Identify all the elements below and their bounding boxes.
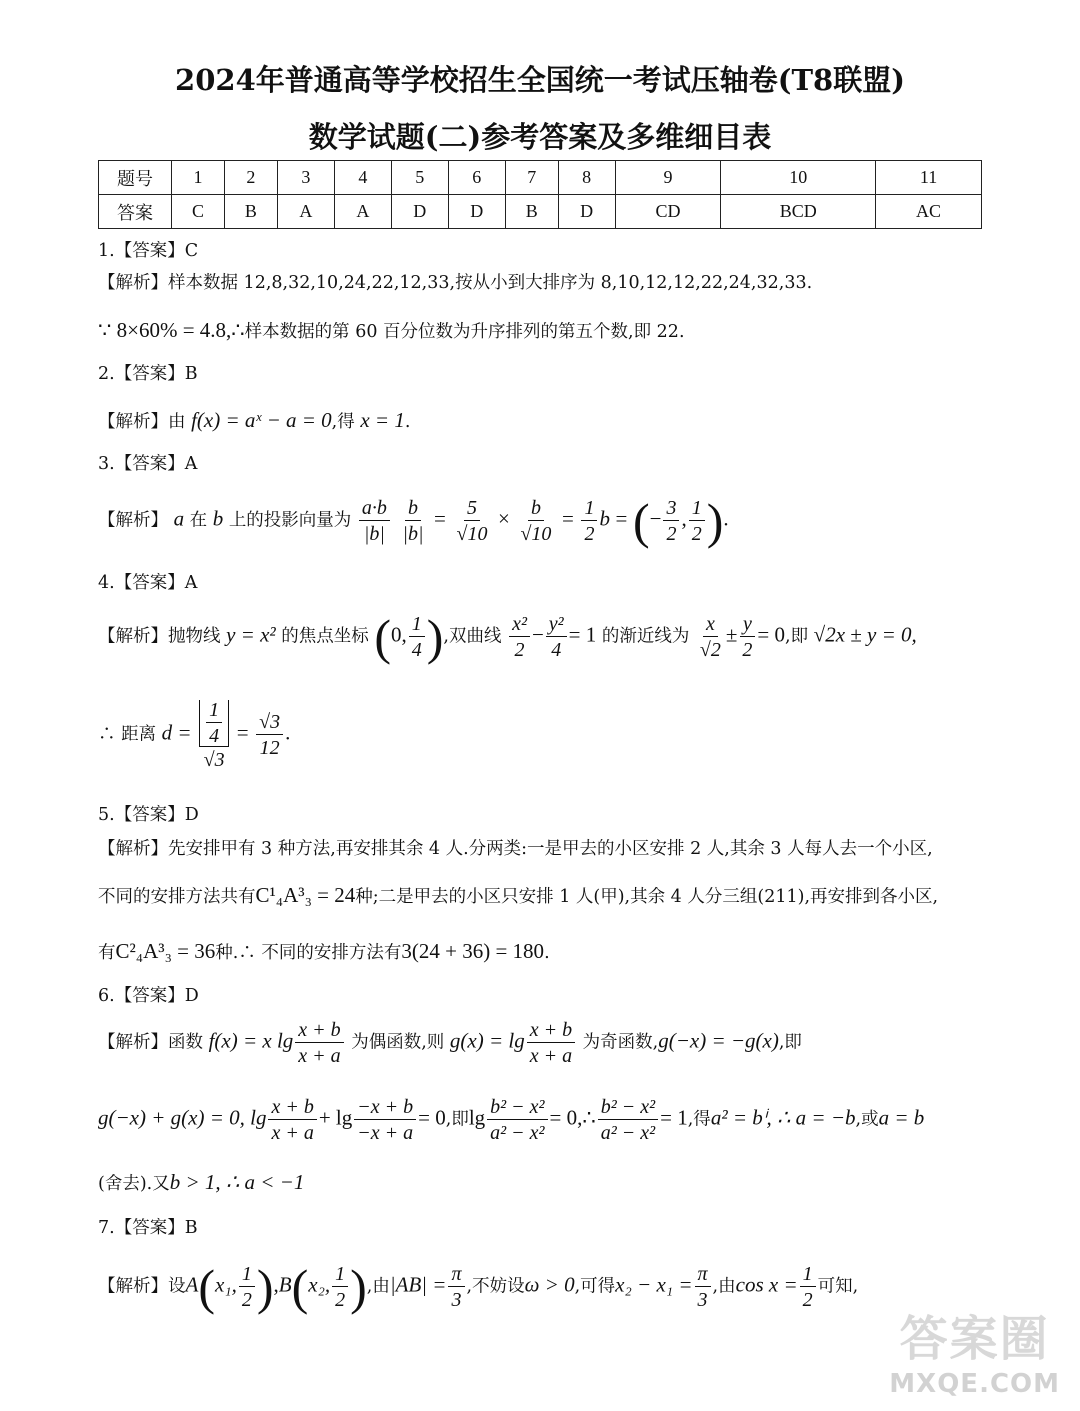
table-cell-number: 10 xyxy=(721,161,876,195)
q4-text3: 的渐近线为 xyxy=(601,626,690,647)
fraction: $\frac{b}{|b|}$ xyxy=(402,497,424,545)
q4-d: d = xyxy=(161,720,192,745)
q7-math4: cos x = xyxy=(735,1272,798,1297)
q6-math8: a = b xyxy=(878,1105,925,1130)
table-cell-answer: AC xyxy=(876,195,982,229)
q4-text2: ,双曲线 xyxy=(443,626,502,647)
q6-math4: g(−x) + g(x) = 0, lg xyxy=(98,1105,267,1130)
q6-text: 为偶函数,则 xyxy=(351,1032,445,1053)
fraction: $\frac{1}{2}$ xyxy=(332,1264,348,1310)
q7-math3: x₂ − x₁ = xyxy=(615,1272,693,1297)
q3-var-b: b xyxy=(212,506,224,531)
q7-text5: 可知, xyxy=(817,1276,859,1297)
q2-mid: ,得 xyxy=(331,412,355,432)
table-cell-answer: C xyxy=(172,195,225,229)
fraction: $\frac{5}{√10}$ xyxy=(456,497,488,545)
q2-math2: x = 1 xyxy=(360,408,405,432)
fraction: $\frac{b}{√10}$ xyxy=(520,497,552,545)
q7-math: |AB| = xyxy=(389,1272,447,1297)
watermark-top: 答案圈 xyxy=(899,1311,1050,1367)
q7-text2: ,不妨设 xyxy=(466,1276,525,1297)
q7-point-b: B xyxy=(278,1272,292,1297)
q5-math2: C²₄A³₃ = 36 xyxy=(115,939,216,963)
table-cell-number: 1 xyxy=(172,161,225,195)
fraction: $\frac{\pi}{3}$ xyxy=(448,1264,464,1310)
table-cell-number: 7 xyxy=(505,161,558,195)
q2-prefix: 【解析】由 xyxy=(98,412,186,432)
q6-math: f(x) = x lg xyxy=(208,1028,294,1053)
fraction: $\frac{\frac{1}{4}}{√3}$ xyxy=(199,700,229,770)
fraction: $\frac{y}{2}$ xyxy=(739,614,755,660)
fraction: $\frac{x + b}{x + a}$ xyxy=(268,1097,316,1143)
q5-line2 xyxy=(98,885,938,907)
q7-prefix: 【解析】设 xyxy=(98,1276,186,1297)
q6-text5: ,得 xyxy=(687,1109,711,1130)
q4-distance: ∴ 距离 d = $\frac{\frac{1}{4}}{√3}$ = $\frac{√3}{12}$ . xyxy=(98,699,291,771)
q4-math: y = x² xyxy=(226,622,276,647)
q1-explanation-2 xyxy=(98,320,685,342)
q6-math6: = 1 xyxy=(660,1105,688,1130)
q4-text: 的焦点坐标 xyxy=(281,626,369,647)
q6-math7: a² = bⁱ, ∴ a = −b xyxy=(710,1105,856,1130)
q6-math3: g(−x) = −g(x) xyxy=(658,1028,779,1053)
answer-table xyxy=(98,160,982,229)
fraction: $\frac{\text{y²}}{4}$ xyxy=(546,614,567,660)
q7-math2: ω > 0 xyxy=(524,1272,575,1297)
q6-text6: ,或 xyxy=(855,1109,879,1130)
q3-prefix: 【解析】 xyxy=(98,510,168,531)
q7-text4: ,由 xyxy=(712,1276,736,1297)
table-cell-answer: B xyxy=(505,195,558,229)
fraction: $\frac{-x + b}{-x + a}$ xyxy=(354,1097,416,1143)
q3-answer: 3.【答案】A xyxy=(98,454,198,474)
q7-line1: 【解析】设A(x₁, $\frac{1}{2}$ ),B(x₂, $\frac{1}{2}$ ),由|AB| = $\frac{\pi}{3}$ ,不妨设ω > 0,可得x₂ − x₁ = $\frac{\pi}{3}$ ,由cos x = $\frac{1}{2}$ 可知, xyxy=(98,1259,859,1315)
q6-math9: b > 1, ∴ a < −1 xyxy=(169,1170,305,1194)
table-cell-number: 4 xyxy=(334,161,391,195)
q5-text2: 种;二是甲去的小区只安排 1 人(甲),其余 4 人分三组(211),再安排到各小区, xyxy=(355,887,939,907)
table-cell-answer: A xyxy=(334,195,391,229)
q7-answer: 7.【答案】B xyxy=(98,1218,198,1238)
table-header-cell: 题号 xyxy=(99,161,172,195)
q6-text4: ,即 xyxy=(445,1109,469,1130)
q4-math4: √2x ± y = 0, xyxy=(813,622,917,647)
table-cell-answer: B xyxy=(224,195,277,229)
fraction: $\frac{1}{2}$ xyxy=(239,1264,255,1310)
fraction: $\frac{\text{b² − x²}}{\text{a² − x²}}$ xyxy=(598,1097,658,1143)
q6-answer: 6.【答案】D xyxy=(98,986,199,1006)
q3-text2: 上的投影向量为 xyxy=(228,510,352,531)
fraction: $\frac{x + b}{x + a}$ xyxy=(527,1020,575,1066)
fraction: $\frac{x}{√2}$ xyxy=(699,613,721,661)
q7-text: ,由 xyxy=(366,1276,390,1297)
fraction: $\frac{1}{2}$ xyxy=(800,1264,816,1310)
q2-end: . xyxy=(404,412,411,432)
table-cell-number: 8 xyxy=(558,161,615,195)
table-row-answers xyxy=(99,195,982,229)
fraction: $\frac{x + b}{x + a}$ xyxy=(295,1020,343,1066)
q1-text: 样本数据的第 60 百分位数为升序排列的第五个数,即 22. xyxy=(244,322,685,342)
q2-explanation xyxy=(98,410,410,432)
q4-prefix: 【解析】抛物线 xyxy=(98,626,221,647)
fraction: $\frac{√3}{12}$ xyxy=(256,712,283,758)
q5-answer: 5.【答案】D xyxy=(98,805,199,825)
fraction: $\frac{\text{x²}}{2}$ xyxy=(509,614,530,660)
table-cell-number: 5 xyxy=(391,161,448,195)
table-cell-number: 2 xyxy=(224,161,277,195)
table-cell-number: 9 xyxy=(615,161,721,195)
q1-math: ∵ 8×60% = 4.8,∴ xyxy=(98,318,245,342)
q4-dist-label: ∴ 距离 xyxy=(98,724,157,745)
q5-line1: 【解析】先安排甲有 3 种方法,再安排其余 4 人.分两类:一是甲去的小区安排 2 人,其余 3 人每人去一个小区, xyxy=(98,839,933,859)
q6-line3 xyxy=(98,1172,304,1194)
q5-end: . xyxy=(544,943,550,963)
q6-math5: = 0,∴ xyxy=(549,1105,596,1130)
table-cell-number: 11 xyxy=(876,161,982,195)
table-cell-answer: D xyxy=(391,195,448,229)
q5-text3: 有 xyxy=(98,943,116,963)
q6-text2: 为奇函数, xyxy=(582,1032,659,1053)
q7-text3: ,可得 xyxy=(574,1276,616,1297)
table-cell-answer: A xyxy=(277,195,334,229)
fraction: $\frac{\pi}{3}$ xyxy=(695,1264,711,1310)
q3-explanation: 【解析】 a 在 b 上的投影向量为 $\frac{a\cdot b}{|b|}$ $\frac{b}{|b|}$ = $\frac{5}{√10}$ × $\frac{b}{√10}$ = $\frac{1}{2}$ b = (− $\frac{3}{2}$ , $\frac{1}{2}$ ). xyxy=(98,493,729,549)
q5-math: C¹₄A³₃ = 24 xyxy=(255,883,356,907)
q1-answer: 1.【答案】C xyxy=(98,241,199,261)
table-header-cell: 答案 xyxy=(99,195,172,229)
fraction: $\frac{\text{b² − x²}}{\text{a² − x²}}$ xyxy=(487,1097,547,1143)
fraction: $\frac{a\cdot b}{|b|}$ xyxy=(359,498,390,544)
q3-text: 在 xyxy=(189,510,208,531)
fraction: $\frac{1}{2}$ xyxy=(581,498,597,544)
fraction: $\frac{1}{2}$ xyxy=(689,498,705,544)
table-cell-answer: BCD xyxy=(721,195,876,229)
q6-line2: g(−x) + g(x) = 0, lg $\frac{x + b}{x + a}$ + lg $\frac{-x + b}{-x + a}$ = 0,即lg $\frac{\text{b² − x²}}{\text{a² − x²}}$ = 0,∴ $\frac{\text{b² − x²}}{\text{a² − x²}}$ = 1,得a² = bⁱ, ∴ a = −b,或a = b xyxy=(98,1096,925,1144)
q5-math3: 3(24 + 36) = 180 xyxy=(401,939,545,963)
watermark-logo xyxy=(889,1300,1060,1399)
table-cell-answer: D xyxy=(448,195,505,229)
fraction: $\frac{3}{2}$ xyxy=(663,498,679,544)
q6-math2: g(x) = lg xyxy=(449,1028,525,1053)
page-title: 2024年普通高等学校招生全国统一考试压轴卷(T8联盟) xyxy=(175,63,905,97)
q4-text4: ,即 xyxy=(785,626,809,647)
q7-point-a: A xyxy=(185,1272,199,1297)
table-cell-number: 3 xyxy=(277,161,334,195)
q3-var-a: a xyxy=(173,506,185,531)
q6-text7: (舍去).又 xyxy=(98,1174,170,1194)
fraction: $\frac{1}{4}$ xyxy=(409,614,425,660)
q5-line3 xyxy=(98,941,550,963)
q6-line1 xyxy=(98,1020,802,1066)
q2-answer: 2.【答案】B xyxy=(98,364,198,384)
table-row-numbers xyxy=(99,161,982,195)
q5-text: 不同的安排方法共有 xyxy=(98,887,256,907)
q6-prefix: 【解析】函数 xyxy=(98,1032,203,1053)
q4-answer: 4.【答案】A xyxy=(98,573,198,593)
q2-math: f(x) = aˣ − a = 0 xyxy=(191,408,332,432)
q4-explanation: 【解析】抛物线 y = x² 的焦点坐标 (0, $\frac{1}{4}$ ),双曲线 $\frac{\text{x²}}{2}$ − $\frac{\text{y²}}{4}$ = 1 的渐近线为 $\frac{x}{√2}$ ± $\frac{y}{2}$ = 0,即 √2x ± y = 0, xyxy=(98,609,917,665)
q1-explanation: 【解析】样本数据 12,8,32,10,24,22,12,33,按从小到大排序为 8,10,12,12,22,24,32,33. xyxy=(98,273,813,293)
table-cell-answer: D xyxy=(558,195,615,229)
q5-text4: 种.∴ 不同的安排方法有 xyxy=(215,943,402,963)
table-cell-answer: CD xyxy=(615,195,721,229)
watermark-bottom: MXQE.COM xyxy=(889,1369,1060,1399)
q6-text3: ,即 xyxy=(778,1032,802,1053)
page-subtitle: 数学试题(二)参考答案及多维细目表 xyxy=(308,120,772,154)
table-cell-number: 6 xyxy=(448,161,505,195)
